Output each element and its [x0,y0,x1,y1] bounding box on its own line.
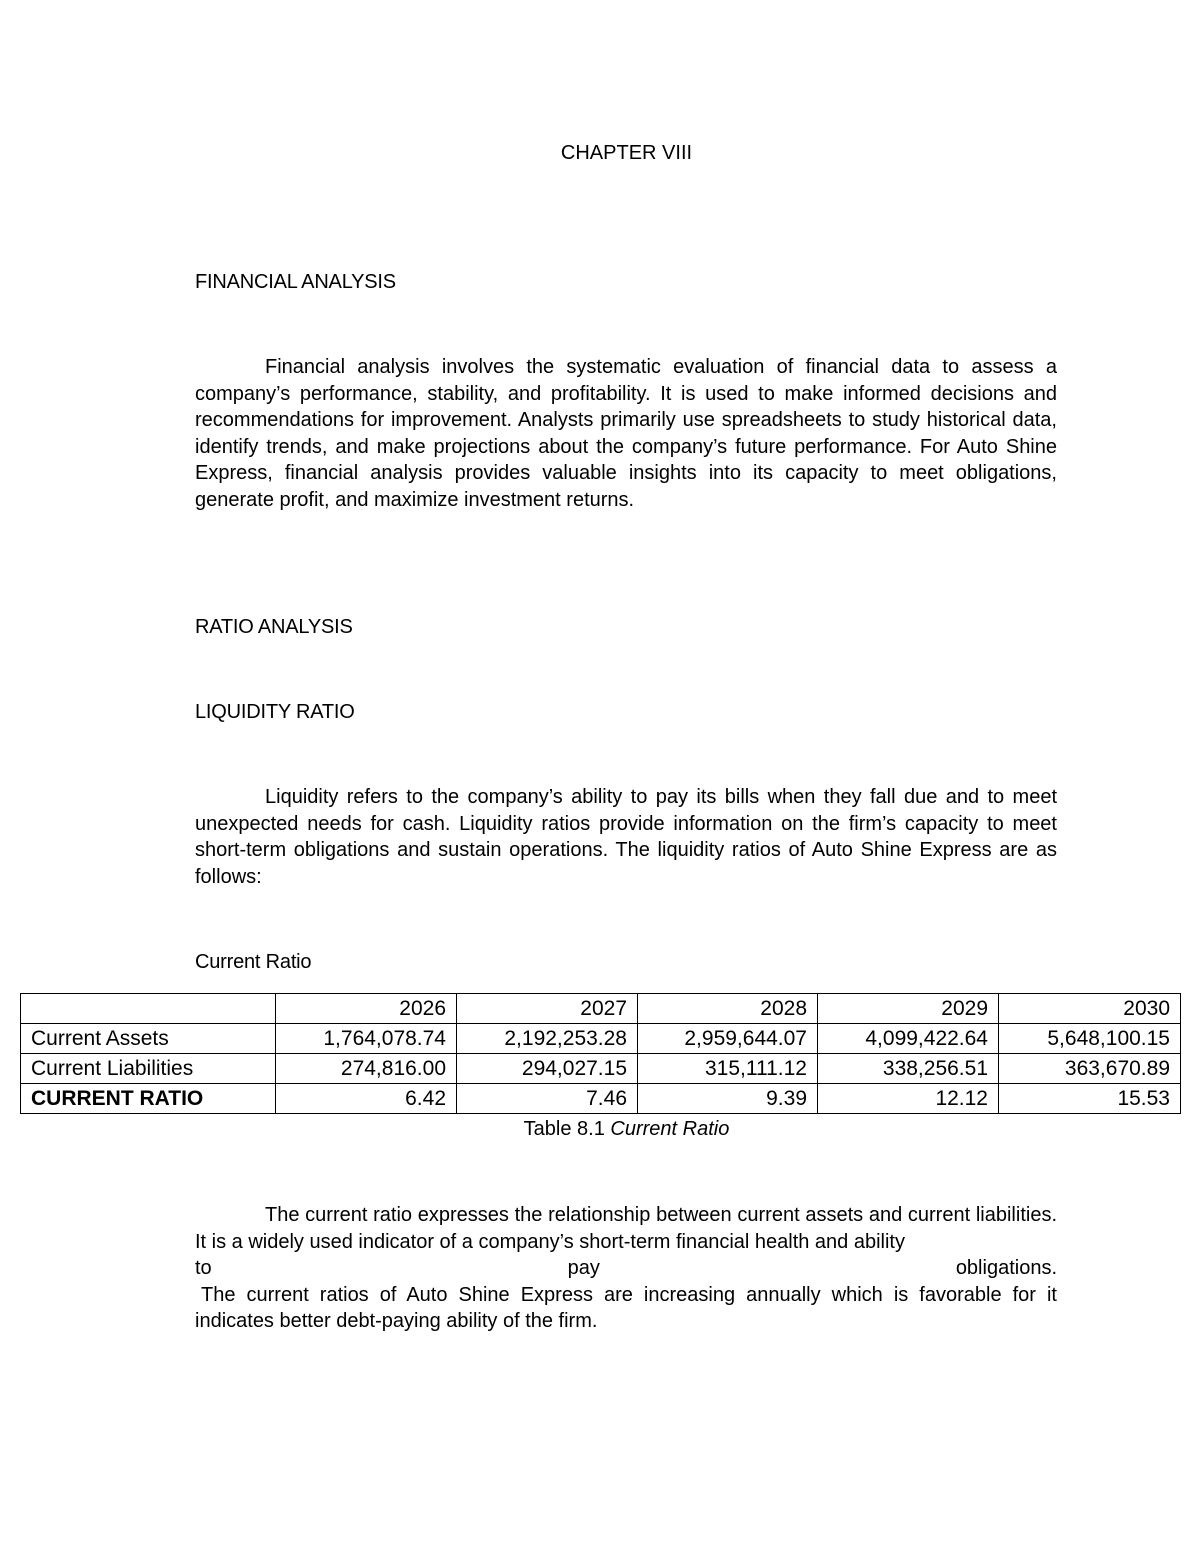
current-ratio-subheading: Current Ratio [195,951,312,973]
table-cell: 338,256.51 [818,1054,999,1084]
table-cell: 7.46 [457,1084,638,1114]
table-cell: 15.53 [999,1084,1181,1114]
table-cell: 294,027.15 [457,1054,638,1084]
table-cell: 1,764,078.74 [276,1024,457,1054]
table-cell: 363,670.89 [999,1054,1181,1084]
table-row-current-ratio [21,1084,1181,1114]
financial-analysis-paragraph [195,354,1057,513]
table-header-row [21,994,1181,1024]
line-word: obligations. [955,1257,1057,1279]
table-cell: 9.39 [638,1084,818,1114]
table-header-empty-cell [21,994,276,1024]
current-ratio-table [20,993,1181,1114]
row-label: Current Assets [21,1024,276,1054]
year-header: 2026 [276,994,457,1024]
table-caption-title: Current Ratio [610,1118,730,1140]
year-header: 2030 [999,994,1181,1024]
table-cell: 12.12 [818,1084,999,1114]
year-header: 2029 [818,994,999,1024]
ratio-analysis-heading: RATIO ANALYSIS [195,616,353,638]
table-row-current-liabilities [21,1054,1181,1084]
table-cell: 6.42 [276,1084,457,1114]
table-cell: 315,111.12 [638,1054,818,1084]
table-cell: 2,959,644.07 [638,1024,818,1054]
table-caption-number: Table 8.1 [523,1118,605,1140]
table-cell: 5,648,100.15 [999,1024,1181,1054]
row-label: Current Liabilities [21,1054,276,1084]
liquidity-text: Liquidity refers to the company’s ability to pay its bills when they fall due and to meet unexpected needs for cash. Liquidity ratios provide information on the firm’s capacity to meet short-term obligations and sustain operations. The liquidity ratios of Auto Shine Express are as follows: [195,786,1057,888]
line-word: pay [567,1257,600,1279]
year-header: 2028 [638,994,818,1024]
row-label: CURRENT RATIO [21,1084,276,1114]
chapter-title: CHAPTER VIII [560,142,693,164]
liquidity-ratio-heading: LIQUIDITY RATIO [195,701,355,723]
justified-line [195,1255,1057,1282]
line-word: to [195,1257,212,1279]
current-ratio-text: The current ratio expresses the relationship between current assets and current liabilities. It is a widely used indicator of a company’s short-term financial health and ability [195,1204,1057,1253]
table-cell: 274,816.00 [276,1054,457,1084]
financial-analysis-text: Financial analysis involves the systematic evaluation of financial data to assess a company’s performance, stability, and profitability. It is used to make informed decisions and recommendations for improvement. Analysts primarily use spreadsheets to study historical data, identify trends, and make projections about the company’s future performance. For Auto Shine Express, financial analysis provides valuable insights into its capacity to meet obligations, generate profit, and maximize investment returns. [195,356,1057,511]
current-ratio-paragraph [195,1202,1057,1335]
table-caption [0,1118,1200,1141]
table-row-current-assets [21,1024,1181,1054]
liquidity-paragraph [195,784,1057,890]
financial-analysis-heading: FINANCIAL ANALYSIS [195,271,396,293]
table-cell: 2,192,253.28 [457,1024,638,1054]
table-cell: 4,099,422.64 [818,1024,999,1054]
current-ratio-conclusion-text: The current ratios of Auto Shine Express are increasing annually which is favorable for it indicates better debt-paying ability of the firm. [195,1283,1057,1332]
year-header: 2027 [457,994,638,1024]
current-ratio-table-container [20,993,1180,1114]
